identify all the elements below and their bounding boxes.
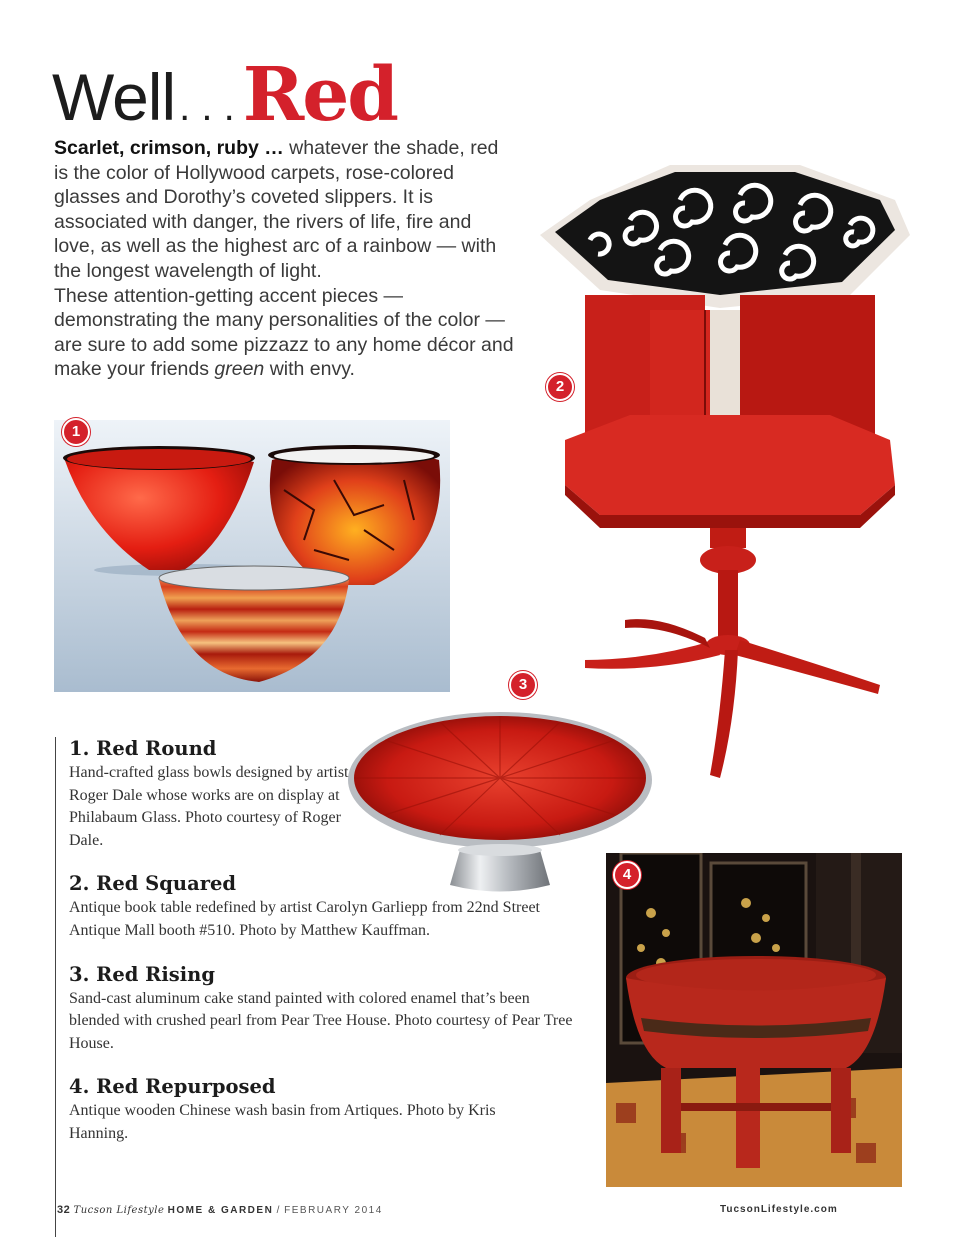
title-light: Well xyxy=(52,60,176,134)
photo-book-table xyxy=(530,160,910,790)
caption-4 xyxy=(69,1075,519,1145)
intro-p2-a: These attention-getting accent pieces — demonstrating the many personalities of the color — are sure to add some pizzazz to any home décor and make your friends xyxy=(54,284,514,381)
title-red: Red xyxy=(242,52,398,138)
caption-title: 3. Red Rising xyxy=(69,962,215,986)
badge-3: 3 xyxy=(509,671,537,699)
intro-p1-rest: whatever the shade, red is the color of Hollywood carpets, rose-colored glasses and Dorothy’s coveted slippers. It is associated with danger, the rivers of life, fire and love, as well as the highest arc of a rainbow — with the longest wavelength of light. xyxy=(54,137,499,282)
badge-4: 4 xyxy=(613,861,641,889)
caption-3 xyxy=(69,963,579,1056)
captions xyxy=(55,737,609,1237)
intro-p2-em: green xyxy=(214,358,265,381)
issue-date: FEBRUARY 2014 xyxy=(284,1205,383,1216)
caption-title: 2. Red Squared xyxy=(69,872,237,896)
title-dots: . . . xyxy=(179,85,235,129)
magazine-name: Tucson Lifestyle xyxy=(73,1205,165,1216)
page-title xyxy=(52,52,397,138)
intro-text xyxy=(54,136,514,382)
intro-p2-b: with envy. xyxy=(264,358,355,381)
badge-1: 1 xyxy=(62,418,90,446)
caption-body: Antique book table redefined by artist Carolyn Garliepp from 22nd Street Antique Mall booth #510. Photo by Matthew Kauffman. xyxy=(69,899,540,939)
footer-folio xyxy=(57,1204,383,1216)
caption-2 xyxy=(69,872,584,942)
intro-paragraph-2 xyxy=(54,284,514,382)
photo-glass-bowls xyxy=(54,420,450,692)
footer-separator: / xyxy=(276,1205,281,1216)
badge-2: 2 xyxy=(546,373,574,401)
caption-title: 4. Red Repurposed xyxy=(69,1075,276,1099)
caption-body: Sand-cast aluminum cake stand painted with colored enamel that’s been blended with crushed pearl from Pear Tree House. Photo courtesy of Pear Tree House. xyxy=(69,989,573,1052)
section-name: HOME & GARDEN xyxy=(167,1205,274,1216)
caption-body: Hand-crafted glass bowls designed by artist Roger Dale whose works are on display at Philabaum Glass. Photo courtesy of Roger Dale. xyxy=(69,764,349,849)
page-number: 32 xyxy=(57,1204,71,1216)
caption-1 xyxy=(69,737,351,852)
footer-site: TucsonLifestyle.com xyxy=(720,1204,838,1215)
photo-wash-basin xyxy=(606,853,902,1187)
intro-lead: Scarlet, crimson, ruby … xyxy=(54,137,284,159)
caption-title: 1. Red Round xyxy=(69,737,217,760)
caption-body: Antique wooden Chinese wash basin from Artiques. Photo by Kris Hanning. xyxy=(69,1102,496,1142)
intro-paragraph-1 xyxy=(54,136,514,284)
